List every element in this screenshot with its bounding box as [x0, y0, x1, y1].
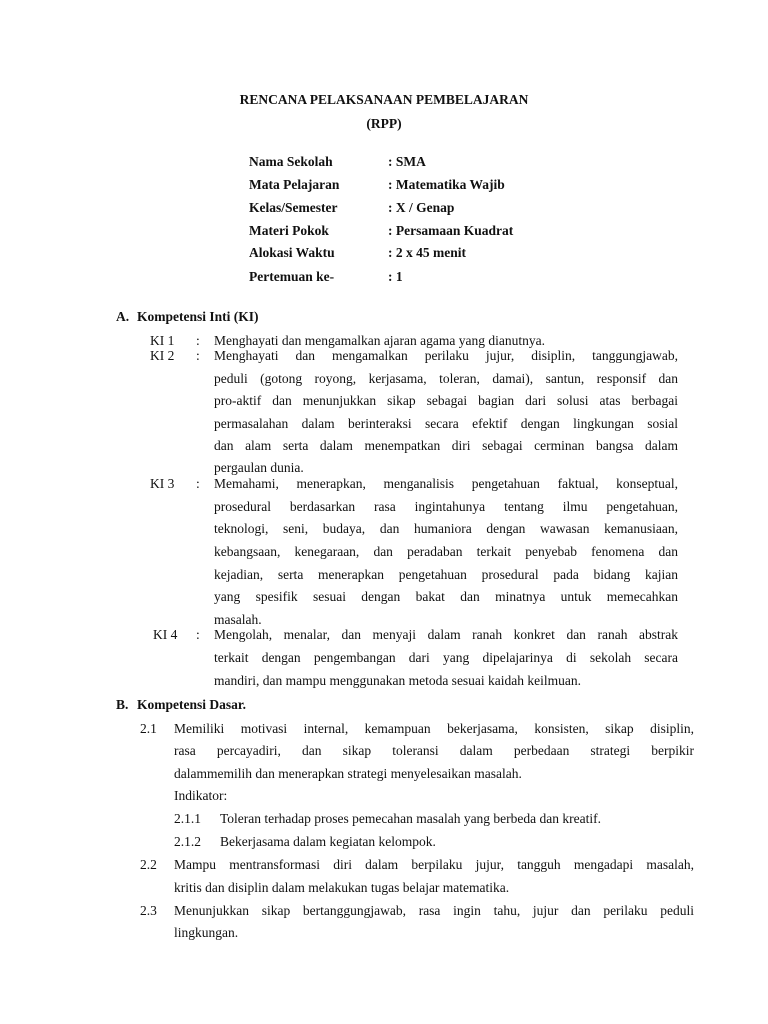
kd-text-line: kritis dan disiplin dalam melakukan tugas belajar matematika.: [174, 880, 510, 895]
ki-text-line: kejadian, serta menerapkan pengetahuan prosedural pada bidang kajian: [214, 567, 678, 582]
ki-colon: :: [196, 333, 200, 348]
identity-value: : 2 x 45 menit: [388, 245, 466, 260]
ki-text-line: peduli (gotong royong, kerjasama, toleran, damai), santun, responsif dan: [214, 371, 678, 386]
ki-text-line: mandiri, dan mampu menggunakan metoda sesuai kaidah keilmuan.: [214, 673, 582, 688]
ki-text-line: pro-aktif dan menunjukkan sikap sebagai bagian dari solusi atas berbagai: [214, 393, 678, 408]
identity-value: : SMA: [388, 154, 426, 169]
identity-label: Materi Pokok: [249, 223, 329, 238]
ki-text-line: Menghayati dan mengamalkan ajaran agama yang dianutnya.: [214, 333, 545, 348]
section-b-heading: Kompetensi Dasar.: [137, 697, 247, 712]
ki-label: KI 3: [150, 476, 175, 491]
identity-label: Alokasi Waktu: [249, 245, 335, 260]
ki-label: KI 2: [150, 348, 175, 363]
ki-text-line: masalah.: [214, 612, 262, 627]
document-title: RENCANA PELAKSANAAN PEMBELAJARAN: [239, 92, 529, 107]
ki-text-line: yang spesifik sesuai dengan bakat dan minatnya untuk memecahkan: [214, 589, 678, 604]
ki-colon: :: [196, 348, 200, 363]
ki-text-line: prosedural berdasarkan rasa ingintahunya tentang ilmu pengetahuan,: [214, 499, 678, 514]
ki-text-line: kebangsaan, kenegaraan, dan peradaban terkait penyebab fenomena dan: [214, 544, 678, 559]
ki-label: KI 4: [153, 627, 178, 642]
indikator-label: Indikator:: [174, 788, 228, 803]
indicator-text: Toleran terhadap proses pemecahan masalah yang berbeda dan kreatif.: [220, 811, 601, 826]
identity-label: Nama Sekolah: [249, 154, 333, 169]
identity-value: : 1: [388, 269, 403, 284]
indicator-number: 2.1.2: [174, 834, 201, 849]
kd-text-line: lingkungan.: [174, 925, 239, 940]
kd-text-line: Menunjukkan sikap bertanggungjawab, rasa ingin tahu, jujur dan perilaku peduli: [174, 903, 694, 918]
ki-text-line: Mengolah, menalar, dan menyaji dalam ranah konkret dan ranah abstrak: [214, 627, 678, 642]
identity-value: : X / Genap: [388, 200, 455, 215]
identity-value: : Persamaan Kuadrat: [388, 223, 514, 238]
indicator-number: 2.1.1: [174, 811, 201, 826]
ki-text-line: pergaulan dunia.: [214, 460, 304, 475]
identity-label: Mata Pelajaran: [249, 177, 340, 192]
section-a-letter: A.: [116, 309, 130, 324]
ki-text-line: teknologi, seni, budaya, dan humaniora dengan wawasan kemanusiaan,: [214, 521, 678, 536]
section-a-heading: Kompetensi Inti (KI): [137, 309, 259, 324]
indicator-text: Bekerjasama dalam kegiatan kelompok.: [220, 834, 436, 849]
kd-number: 2.3: [140, 903, 157, 918]
ki-text-line: dan alam serta dalam menempatkan diri sebagai cerminan bangsa dalam: [214, 438, 678, 453]
ki-text-line: permasalahan dalam berinteraksi secara efektif dengan lingkungan sosial: [214, 416, 678, 431]
ki-colon: :: [196, 627, 200, 642]
identity-value: : Matematika Wajib: [388, 177, 505, 192]
kd-number: 2.2: [140, 857, 157, 872]
section-b-letter: B.: [116, 697, 129, 712]
ki-colon: :: [196, 476, 200, 491]
identity-label: Kelas/Semester: [249, 200, 338, 215]
document-subtitle: (RPP): [366, 116, 402, 131]
kd-text-line: rasa percayadiri, dan sikap toleransi dalam perbedaan strategi berpikir: [174, 743, 694, 758]
ki-text-line: Memahami, menerapkan, menganalisis pengetahuan faktual, konseptual,: [214, 476, 678, 491]
ki-label: KI 1: [150, 333, 175, 348]
kd-text-line: Memiliki motivasi internal, kemampuan bekerjasama, konsisten, sikap disiplin,: [174, 721, 694, 736]
kd-text-line: dalammemilih dan menerapkan strategi menyelesaikan masalah.: [174, 766, 522, 781]
ki-text-line: Menghayati dan mengamalkan perilaku jujur, disiplin, tanggungjawab,: [214, 348, 678, 363]
identity-label: Pertemuan ke-: [249, 269, 335, 284]
kd-text-line: Mampu mentransformasi diri dalam berpilaku jujur, tangguh mengadapi masalah,: [174, 857, 694, 872]
kd-number: 2.1: [140, 721, 157, 736]
ki-text-line: terkait dengan pengembangan dari yang dipelajarinya di sekolah secara: [214, 650, 678, 665]
